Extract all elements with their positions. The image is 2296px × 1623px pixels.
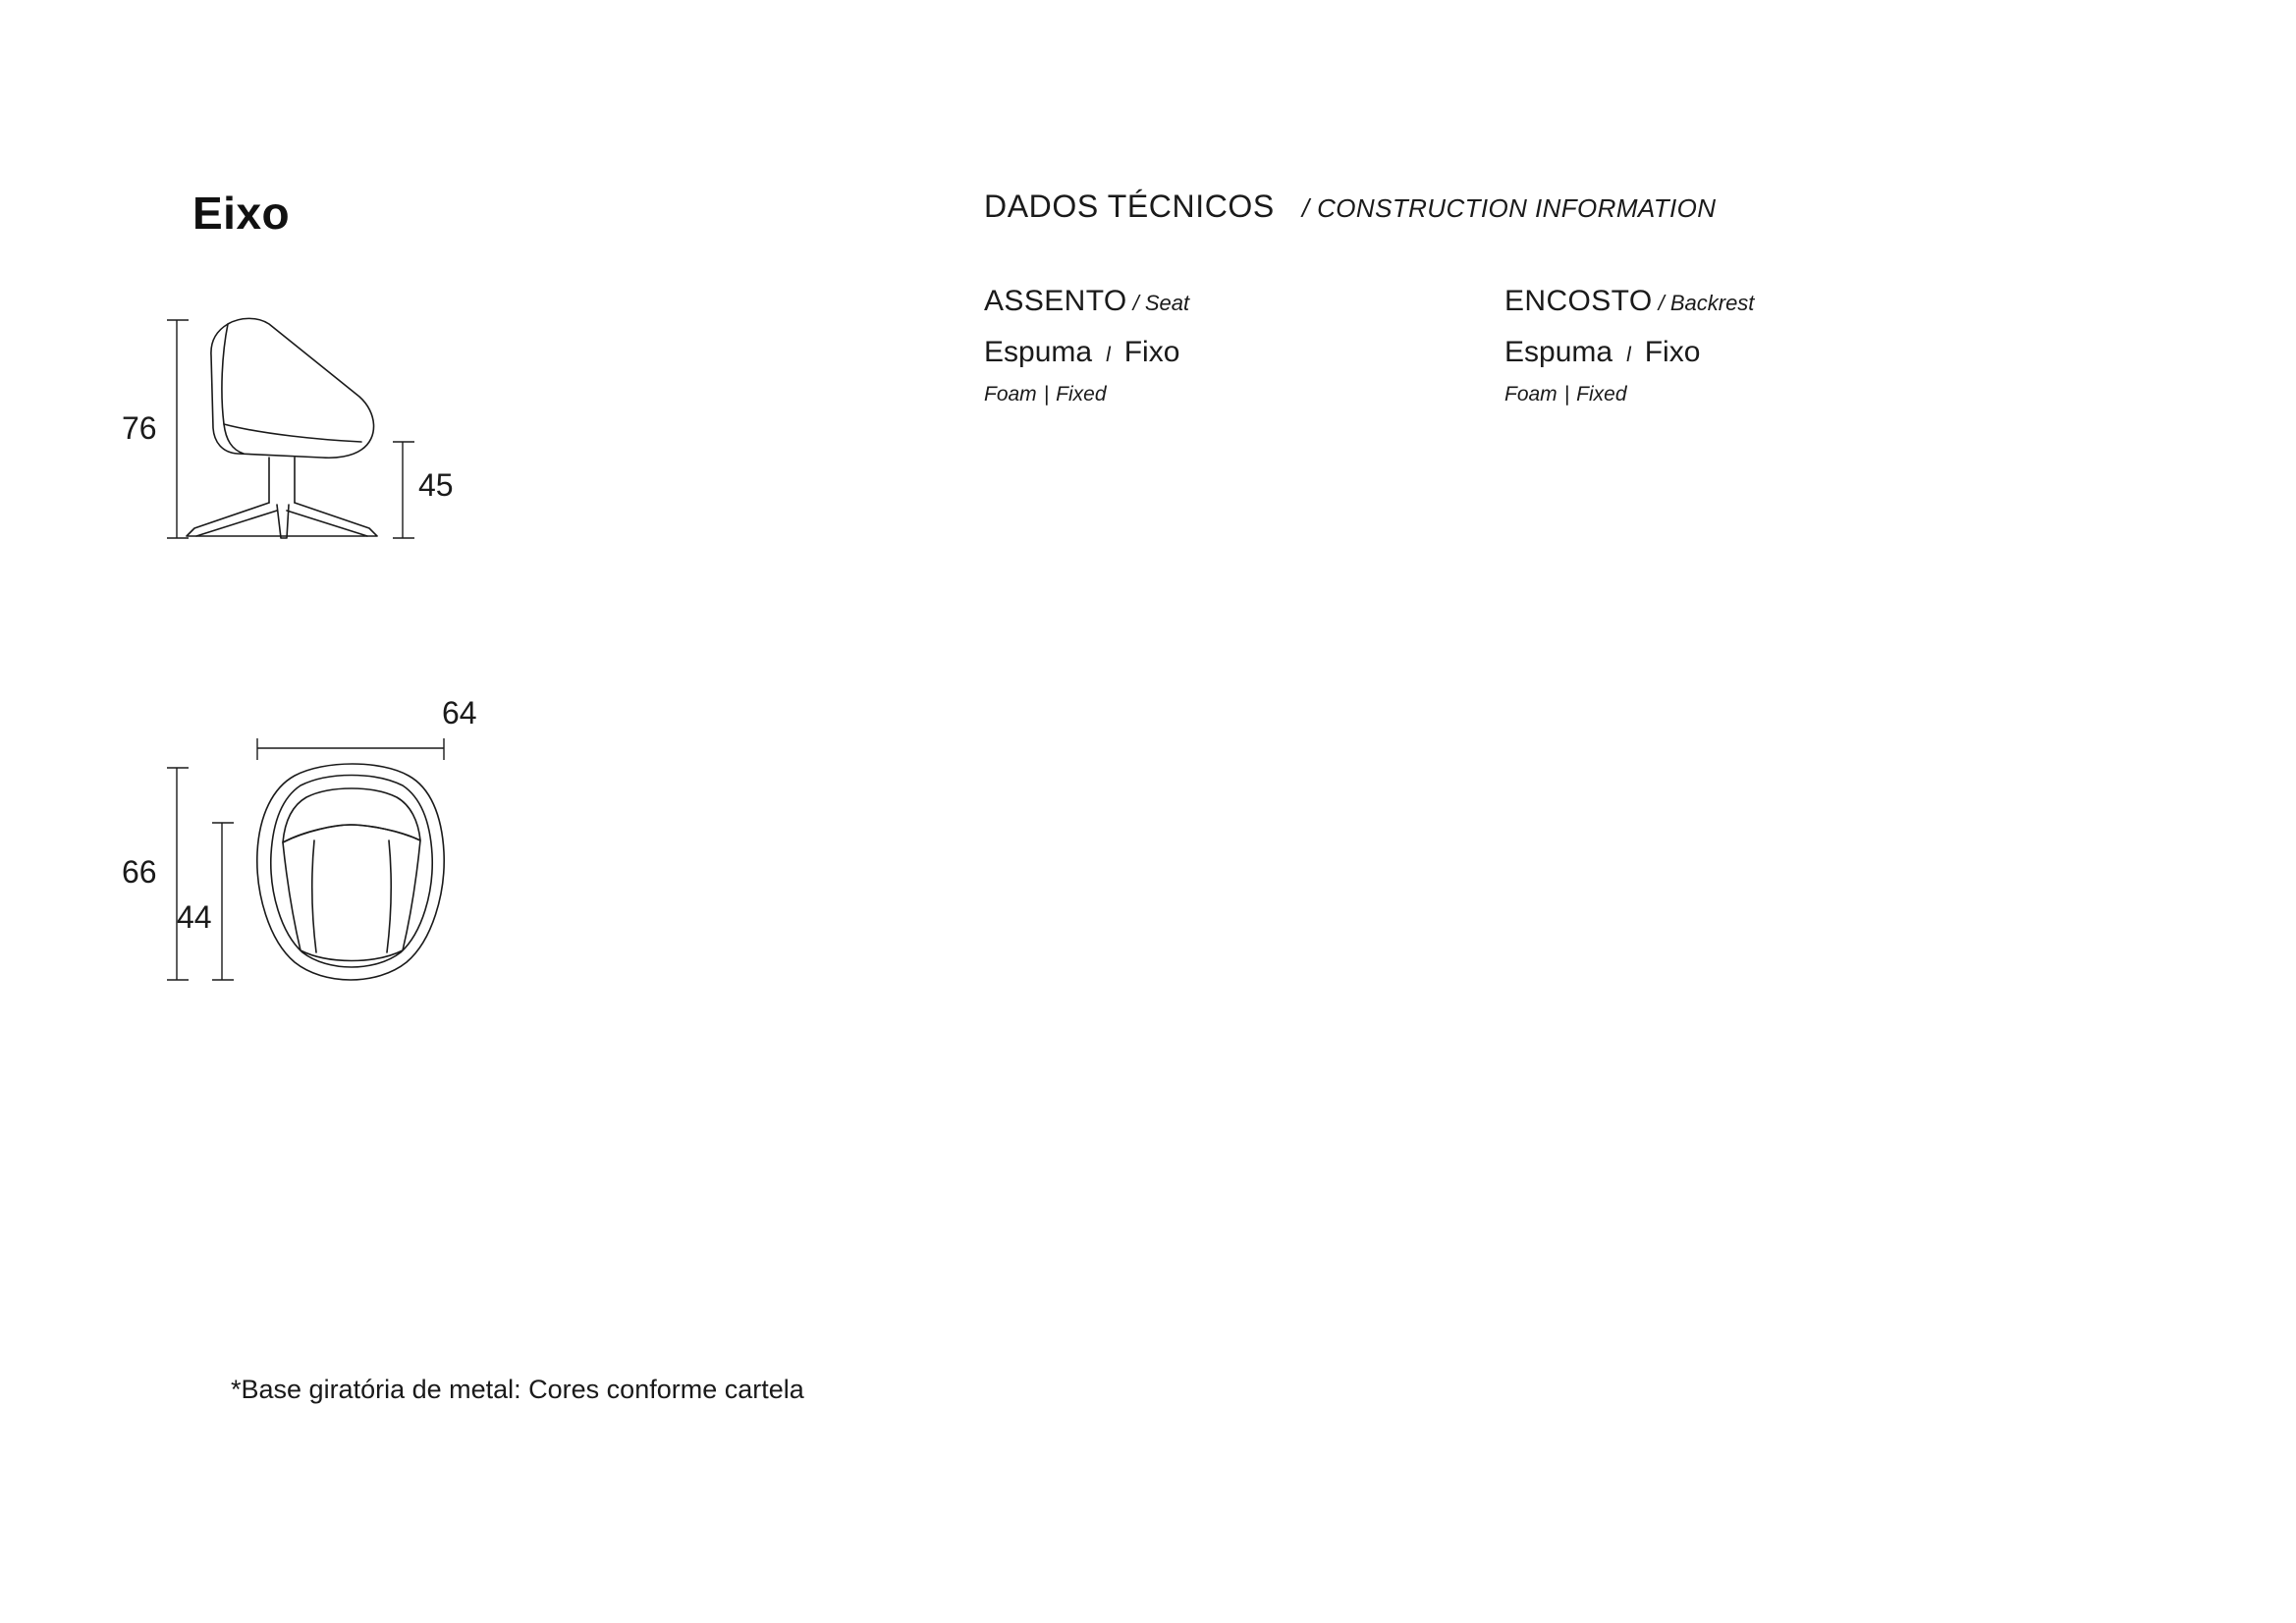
spec-seat-value-type: Fixo	[1123, 336, 1180, 368]
spec-seat-value-en-separator: |	[1043, 383, 1050, 406]
spec-seat-title	[984, 285, 1189, 318]
dim-label-depth-total: 66	[122, 854, 157, 890]
spec-backrest-value-en-material: Foam	[1504, 383, 1558, 406]
spec-backrest-value-separator: l	[1626, 344, 1631, 366]
spec-backrest-value-en	[1504, 383, 1754, 406]
chair-base-leg-right	[287, 503, 377, 536]
spec-backrest-value	[1504, 336, 1754, 369]
top-view-drawing	[122, 695, 619, 1085]
side-elevation-svg	[167, 295, 619, 648]
footnote: *Base giratória de metal: Cores conforme cartela	[231, 1375, 804, 1404]
page-title: Eixo	[192, 188, 291, 239]
spec-backrest-title	[1504, 285, 1754, 318]
chair-shell-seam-back	[222, 324, 244, 454]
spec-seat-value-material: Espuma	[984, 336, 1093, 368]
top-seat-cushion	[283, 825, 420, 961]
chair-base-leg-left	[187, 503, 277, 536]
spec-backrest-title-en: / Backrest	[1658, 291, 1755, 315]
spec-seat-value-separator: l	[1106, 344, 1111, 366]
spec-backrest-value-material: Espuma	[1504, 336, 1613, 368]
spec-backrest-value-en-type: Fixed	[1576, 383, 1627, 406]
spec-backrest-value-type: Fixo	[1644, 336, 1701, 368]
dim-label-depth-inner: 44	[177, 899, 212, 935]
spec-seat-value-en-material: Foam	[984, 383, 1037, 406]
side-elevation-drawing	[122, 295, 619, 653]
dim-label-height-total: 76	[122, 410, 157, 446]
top-seat-seam-left	[312, 840, 316, 952]
dim-label-width: 64	[442, 695, 477, 730]
technical-data-header-pt: DADOS TÉCNICOS	[984, 189, 1275, 224]
spec-backrest-value-en-separator: |	[1563, 383, 1570, 406]
technical-data-header	[984, 189, 1716, 225]
chair-base-column	[269, 458, 295, 503]
spec-seat-value-en	[984, 383, 1189, 406]
chair-shell-outline	[211, 318, 374, 458]
top-seat-seam-right	[387, 840, 391, 952]
spec-group-backrest	[1504, 285, 1754, 406]
chair-base-leg-center	[277, 505, 289, 538]
top-shell-inner-line	[271, 776, 432, 968]
technical-data-header-en: / CONSTRUCTION INFORMATION	[1301, 193, 1717, 223]
spec-seat-value	[984, 336, 1189, 369]
chair-seat-seam	[224, 424, 361, 442]
spec-group-seat	[984, 285, 1189, 406]
dim-label-seat-height: 45	[418, 467, 454, 503]
spec-backrest-title-pt: ENCOSTO	[1504, 285, 1653, 317]
spec-seat-title-en: / Seat	[1132, 291, 1190, 315]
spec-seat-title-pt: ASSENTO	[984, 285, 1127, 317]
top-view-svg	[167, 707, 619, 1080]
spec-seat-value-en-type: Fixed	[1056, 383, 1107, 406]
